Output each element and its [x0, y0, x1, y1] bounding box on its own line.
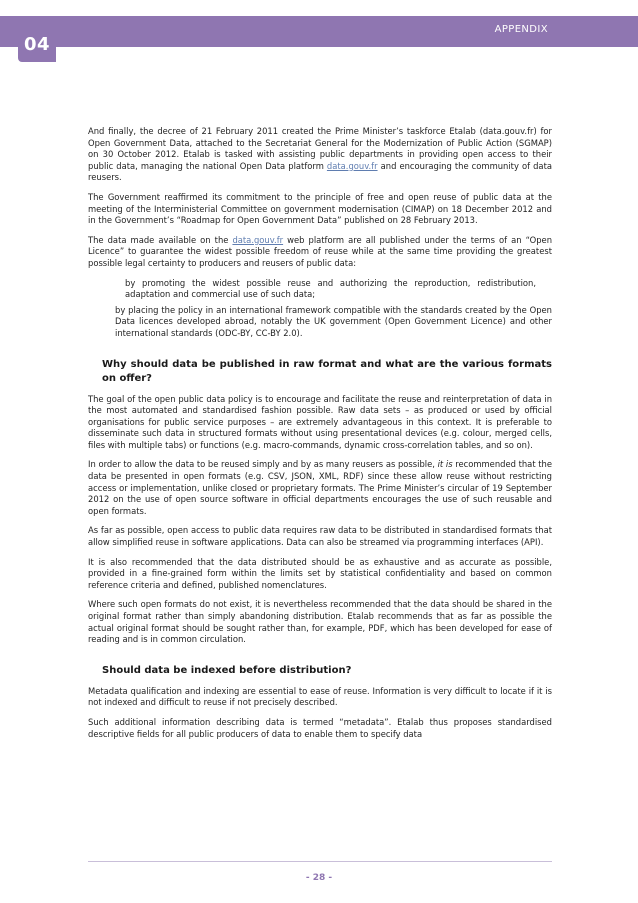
data-gouv-link[interactable]: data.gouv.fr — [326, 160, 378, 171]
paragraph-open-licence-text-a: The data made available on the — [88, 234, 233, 245]
paragraph-open-licence — [88, 235, 552, 270]
paragraph-intro-text-a: And finally, the decree of 21 February 2011 created the Prime Minister’s taskforce Etalab (data.gouv.fr) for Open Government Data, attached to the Secretariat General for the Modernization of Public Action (SGMAP) on 30 October 2012. Etalab is tasked with assisting public departments in providing open access to their public data, managing the national Open Data platform — [88, 126, 552, 171]
heading-raw-format: Why should data be published in raw format and what are the various formats on offer? — [102, 358, 552, 384]
list-item-international: by placing the policy in an international framework compatible with the standards created by the Open Data licences developed abroad, notably the UK government (Open Government Licence) and other international standards (ODC-BY, CC-BY 2.0). — [115, 304, 552, 338]
page-number: - 28 - — [305, 873, 333, 883]
paragraph-exhaustive: It is also recommended that the data distributed should be as exhaustive and as accurate as possible, provided in a fine-grained form within the limits set by statistical confidentiality and based on common reference criteria and defined, published nomenclatures. — [88, 556, 552, 590]
paragraph-open-formats-text-b: recommended that the data be presented in open formats (e.g. CSV, JSON, XML, RDF) since these allow reuse without restricting access or implementation, unlike closed or proprietary formats. The Prime Minister’s circular of 19 September 2012 on the use of open source software in official departments encourages the use of such reusable and open formats. — [88, 459, 553, 516]
paragraph-intro-text-b: and encouraging the community of data reusers. — [88, 160, 552, 183]
paragraph-open-formats-text-a: In order to allow the data to be reused simply and by as many reusers as possible, — [88, 459, 438, 470]
paragraph-open-licence-text-b: web platform are all published under the terms of an “Open Licence” to guarantee the widest possible freedom of reuse while at the same time providing the greatest possible legal certainty to producers and reusers of public data: — [88, 234, 552, 268]
paragraph-open-formats — [88, 459, 552, 517]
paragraph-metadata-fields: Such additional information describing data is termed “metadata”. Etalab thus proposes standardised descriptive fields for all public producers of data to enable them to specify data — [88, 716, 552, 739]
paragraph-standardised-formats: As far as possible, open access to public data requires raw data to be distributed in standardised formats that allow simplified reuse in software applications. Data can also be streamed via programming interfaces (API). — [88, 525, 552, 548]
paragraph-intro — [88, 126, 552, 184]
section-label: APPENDIX — [494, 24, 548, 35]
heading-indexing: Should data be indexed before distribution? — [102, 664, 352, 676]
document-body — [88, 126, 552, 748]
list-item-reuse: by promoting the widest possible reuse and authorizing the reproduction, redistribution, adaptation and commercial use of such data; — [125, 277, 536, 300]
data-gouv-platform-link[interactable]: data.gouv.fr — [232, 234, 284, 245]
paragraph-original-format: Where such open formats do not exist, it is nevertheless recommended that the data should be shared in the original format rather than simply abandoning distribution. Etalab recommends that as far as possible the actual original format should be sought rather than, for example, PDF, which has been developed for ease of reading and is in common circulation. — [88, 599, 552, 645]
paragraph-commitment: The Government reaffirmed its commitment to the principle of free and open reuse of public data at the meeting of the Interministerial Committee on government modernisation (CIMAP) on 18 December 2012 and in the Government’s “Roadmap for Open Government Data” published on 28 February 2013. — [88, 191, 552, 226]
paragraph-goal: The goal of the open public data policy is to encourage and facilitate the reuse and reinterpretation of data in the most automated and standardised fashion possible. Raw data sets – as produced or used by official organisations for public service purposes – are extremely advantageous in this context. It is preferable to disseminate such data in structured formats without using presentational devices (e.g. colour, merged cells, files with multiple tabs) or functions (e.g. macro-commands, dynamic cross-correlation tables, and so on). — [88, 393, 552, 450]
paragraph-open-formats-emphasis: it is — [437, 459, 453, 470]
chapter-badge: 04 — [18, 28, 56, 62]
footer-rule — [88, 861, 552, 862]
paragraph-metadata: Metadata qualification and indexing are essential to ease of reuse. Information is very difficult to locate if it is not indexed and difficult to reuse if not precisely described. — [88, 685, 552, 708]
